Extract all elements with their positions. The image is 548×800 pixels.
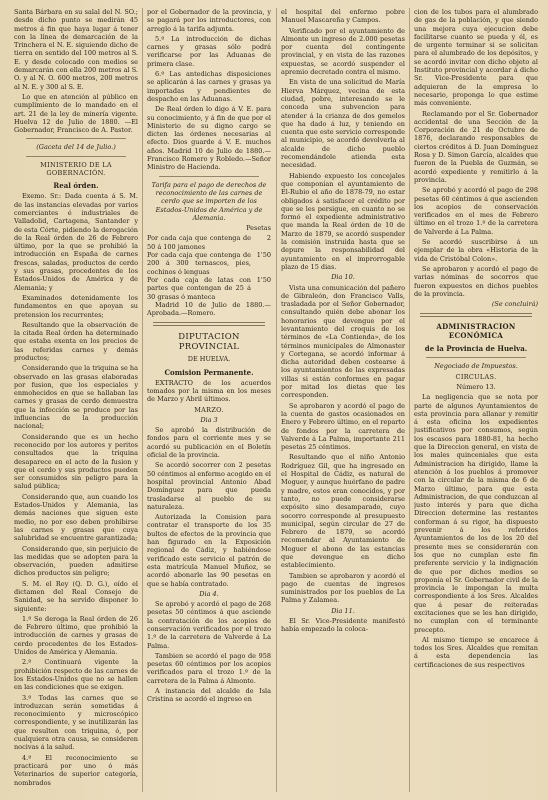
paragraph: En vista de una solicitud de María Hierva Márquez, vecina de esta ciudad, pobre, interesando se le conceda una subvencion para atender á la crianza de dos gemelos que ha dado á luz, y teniendo en cuenta que este servicio corresponde al municipio, se acordó devolverla al alcalde de dicho pueblo recomendándole atienda esta necesidad. xyxy=(281,78,405,170)
paragraph: por el Gobernador de la provincia, y se pagará por los introductores, con arreglo á la tarifa adjunta. xyxy=(147,8,271,33)
dia-heading: Dia 10. xyxy=(331,273,355,282)
dia-heading: Dia 4. xyxy=(199,589,219,598)
gaceta-reference: (Gaceta del 14 de Julio.) xyxy=(36,143,116,152)
separator xyxy=(426,357,526,358)
paragraph: Resultando que la observación de la citada Real órden ha determinado que estaba exenta en los precios de las referidas carnes y demás productos; xyxy=(14,320,138,362)
paragraph: 5.º La introducción de dichas carnes y grasas sólo podrá verificarse por las Aduanas de primera clase. xyxy=(147,34,271,68)
paragraph: Resultando que el niño Antonio Rodríguez Gil, que ha ingresado en el Hospital de Cádiz, es natural de Moguer, y aunque huérfano de padre y madre, estos eran conocidos, y por tanto, no puede considerarse expósito sino desamparado, cuyo socorro corresponde al presupuesto municipal, según circular de 27 de Febrero de 1879, se acordó recomendar al Ayuntamiento de Moguer el abono de las estancias que devengue en dicho establecimiento. xyxy=(281,453,405,570)
paragraph: EXTRACTO de los acuerdos tomados por la misma en los meses de Marzo y Abril últimos. xyxy=(147,378,271,404)
paragraph: Lo que en atención al público en cumplimiento de lo mandado en el art. 21 de la ley de minería vigente. Huelva 12 de Julio de 1880. —El Gobernador, Francisco de A. Pastor. xyxy=(14,92,138,135)
admin-heading: ADMINISTRACION ECONÓMICA xyxy=(436,322,516,341)
paragraph: el hospital del enfermo pobre Manuel Mascareña y Campos. xyxy=(281,8,405,25)
dia-heading: Dia 11. xyxy=(331,606,355,615)
admin-subheading: de la Provincia de Huelva. xyxy=(424,344,528,354)
numero-heading: Número 13. xyxy=(456,382,496,391)
paragraph: Considerando que, sin perjuicio de las medidas que se adopten para la observación, pueden admitirse dichos productos sin peligro; xyxy=(14,544,138,578)
paragraph: Madrid 10 de Julio de 1880.—Aprobada.—Romero. xyxy=(147,300,271,318)
paragraph: Tambien se acordó el pago de 958 pesetas 60 céntimos por los acopios verificados para el trozo 1.º de la carretera de la Palma á Almonte. xyxy=(147,651,271,685)
ministry-heading: MINISTERIO DE LA GOBERNACIÓN. xyxy=(40,160,112,178)
paragraph: Considerando que, aun cuando los Estados-Unidos y Alemania, las demás naciones que siguen este medio, no por eso deben prohibirse las carnes y grasas que cuya salubridad se encuentre garantizada; xyxy=(14,492,138,543)
tarifa-value: 1'50 xyxy=(256,251,271,260)
column-3 xyxy=(281,8,405,792)
paragraph: De Real órden lo digo á V. E. para su conocimiento, y á fin de que por el Ministerio de su digno cargo se dicten las órdenes necesarias al efecto. Dios guarde á V. E. muchos años. Madrid 10 de Julio de 1880.—Francisco Romero y Robledo.—Señor Ministro de Hacienda. xyxy=(147,105,271,172)
paragraph: 3.º Todas las carnes que se introduzcan serán sometidas á reconocimiento y microscópico correspondiente, y se inutilizarán las que resulten con triquina, ó, por cualquiera otra causa, se consideren nocivas á la salud. xyxy=(14,693,138,752)
marzo-heading: MARZO. xyxy=(194,405,224,414)
paragraph: Se acordó suscribirse á un ejemplar de la obra «Historia de la vida de Cristóbal Colon». xyxy=(414,238,538,263)
column-1 xyxy=(14,8,138,792)
tarifa-value: 2 xyxy=(266,234,271,243)
tarifa-label: Por cada caja que contenga de 50 á 100 jamones xyxy=(147,234,251,251)
paragraph: Se aprobó la distribución de fondos para el corriente mes y se acordó su publicación en el Boletín oficial de la provincia. xyxy=(147,426,271,460)
paragraph: cion de los tubos para el alumbrado de gas de la población, y que siendo una mejora cuya ejecucion debe facilitarse cuanto se pueda y él, es de urgente terminar si se solicitan para el alumbrado de los depósitos, y se acordó invitar con dicho objeto al Instituto provincial y acordar á dicho Sr. Vice-Presidente para que adquieran de la empresa lo necesario, proponga lo que estime más conveniente. xyxy=(414,8,538,108)
paragraph: Se aprobó y acordó el pago de 298 pesetas 60 céntimos á que ascienden los acopios de conservación verificados en el mes de Febrero último en el trozo 1.º de la carretera de Valverde á La Palma. xyxy=(414,186,538,236)
de-huelva-heading: DE HUELVA. xyxy=(187,355,231,364)
paragraph: Autorizada la Comision para contratar el transporte de los 35 bultos de efectos de la provincia que han figurado en la Exposición regional de Cádiz, y habiéndose verificado este servicio el patrón de esta matrícula Manuel Muñoz, se acordó abonarle las 90 pesetas en que se había contratado. xyxy=(147,513,271,588)
paragraph: Reclamando por el Sr. Gobernador accidental de una Sección de la Corporación de 21 de Octubre de 1876, declarando responsables de ciertos créditos á D. Juan Domínguez Rosa y D. Simon García, alcaldes que fueron de la Puebla de Guzmán, se acordó expediente y remitirlo á la provincia. xyxy=(414,109,538,184)
paragraph: Se aprobaron y acordó el pago de varias nóminas de socorros que fueron expuestos en dichos pueblos de la provincia. xyxy=(414,264,538,298)
separator xyxy=(26,138,126,139)
column-2 xyxy=(147,8,271,792)
dia-heading: Dia 3 xyxy=(200,415,218,424)
column-rule xyxy=(142,8,143,792)
double-rule xyxy=(420,313,532,317)
diputacion-heading: DIPUTACION PROVINCIAL xyxy=(178,332,240,353)
paragraph: Tambien se aprobaron y acordó el pago de cuentas de ingresos suministrados por los pueblos de La Palma y Zalamea. xyxy=(281,571,405,605)
tarifa-unit: Pesetas xyxy=(246,224,271,233)
circulas-heading: CIRCULAS. xyxy=(455,372,497,381)
double-rule xyxy=(153,322,265,326)
paragraph: A instancia del alcalde de Isla Cristina se acordó el ingreso en xyxy=(147,687,271,704)
paragraph: 6.º Las antedichas disposiciones se aplicarán á las carnes y grasas ya importadas y pendientes de despacho en las Aduanas. xyxy=(147,70,271,103)
column-rule xyxy=(409,8,410,792)
paragraph: Se aprobaron y acordó el pago de la cuenta de gastos ocasionados en Enero y Febrero último, en el reparto de fondos por la carretera de Valverde á La Palma, importante 211 pesetas 25 céntimos. xyxy=(281,401,405,452)
tarifa-title: Tarifa para el pago de derechos de reconocimiento de las carnes de cerdo que se importen de los Estados-Unidos de América y de Alemania. xyxy=(151,180,267,222)
paragraph: La negligencia que se nota por parte de algunos Ayuntamientos de esta provincia para allanar y remitir á esta oficina los expedientes justificativos por consumos, según los escasos para 1880-81, ha hecho que la Direccion general, en vista de los males quinceniales que esta Administracion ha dirigido, llame la atención á los pueblos á promover con la circular de la misma de 6 de Marzo último, para que esta Administracion, de que conduzcan al justo interés y para que dicha Direccion determine las restantes conforman á su rigor, ha dispuesto prevenir á los referidos Ayuntamientos de los de los 20 del presente mes se considerarán con los que no cumplan este fin preferente servicio y la indignación de que por dichos medios se proponía el Sr. Gobernador civil de la provincia le impongan la multa correspondiente á los Sres. Alcaldes que á pesar de reiteradas excitaciones que se les han dirigido, no cumplan con el terminante precepto. xyxy=(414,393,538,634)
paragraph: 1.º Se deroga la Real órden de 26 de Febrero último, que prohibió la introducción de carnes y grasas de cerdo procedentes de los Estados-Unidos de América y Alemania. xyxy=(14,614,138,657)
paragraph: Al mismo tiempo se encarece á todos los Sres. Alcaldes que remitan á esta dependencia las certificaciones de sus respectivos xyxy=(414,635,538,669)
paragraph: S. M. el Rey (Q. D. G.), oído el dictamen del Real Consejo de Sanidad, se ha servido disponer lo siguiente: xyxy=(14,579,138,613)
column-4 xyxy=(414,8,538,792)
comision-heading: Comision Permanente. xyxy=(164,367,254,377)
paragraph: Considerando que es un hecho reconocido por los autores y peritos consultados que la triquina desaparece en el acto de la fusion y que el cerdo y sus productos pueden ser consumidos sin peligro para la salud pública; xyxy=(14,432,138,491)
continuation-note: (Se concluirá) xyxy=(491,300,538,309)
paragraph: Habiendo expuesto los concejales que componían el ayuntamiento de El-Rubio el año de 1878-79, no estar obligados á satisfacer el crédito por que se les persigue, en cuanto no se formó el expediente administrativo que manda la Real órden de 10 de Marzo de 1879, se acordó suspender la comisión instruida hasta que se depure la responsabilidad del ayuntamiento en el improrrogable plazo de 15 dias. xyxy=(281,171,405,271)
paragraph: Santa Bárbara en su salal del N. SO.; desde dicho punto se medirán 45 metros á fin que haya lugar á tener con la línea de demarcación de la Trinchera el N. E. siguiendo dicho de tierra en sentido del 100 metros al S. E. y desde colocado con medios se demarcarán con ella 200 metros al S. O. y al N. O. 600 metros, 200 metros al N. E. y 300 al S. E. xyxy=(14,8,138,91)
tarifa-label: Por cada caja que contenga de 200 á 300 ternascos, pies, cochinos ó lenguas xyxy=(147,251,251,276)
paragraph: 2.º Continuará vigente la prohibición respecto de las carnes de los Estados-Unidos que no se hallen en las condiciones que se exigen. xyxy=(14,658,138,692)
paragraph: Considerando que la triquina se ha observado en las grasas elaboradas por fusion, que los especiales y enmohecidos en que se hallaban las carnes y grasas de cerdo demuestra que la infección se produce por las influencias de la producción nacional; xyxy=(14,364,138,431)
separator xyxy=(159,176,259,177)
paragraph: El Sr. Vice-Presidente manifestó había empezado la coloca- xyxy=(281,617,405,634)
negociado-heading: Negociado de Impuestos. xyxy=(434,362,518,371)
paragraph: Verificado por el ayuntamiento de Almonte un ingreso de 2.000 pesetas por cuenta del contingente provincial, y en vista de las razones expuestas, se acordó suspender el apremio decretado contra el mismo. xyxy=(281,26,405,77)
tarifa-row xyxy=(147,234,271,251)
column-rule xyxy=(276,8,277,792)
tarifa-row xyxy=(147,251,271,276)
paragraph: 4.º El reconocimiento se practicará por uno ó más Veterinarios de superior categoría, nombrados xyxy=(14,753,138,787)
tarifa-value: 1'50 xyxy=(256,275,271,284)
paragraph: Vista una comunicación del pañero de Gibraleón, don Francisco Valls, trasladada por el Señor Gobernador, consultando quién debe abonar los honorarios que devengue por el levantamiento del croquis de los términos de «La Contienda», de los términos municipales de Almonaster y Cortegana, se acordó informar á dicha autoridad deben costearse á los ayuntamientos de las expresadas villas si están conformes en pagar por mitad los dietas que les corresponden. xyxy=(281,283,405,400)
separator xyxy=(26,156,126,157)
paragraph: Examinados detenidamente los fundamentos en que apoyan su pretension los recurrentes; xyxy=(14,293,138,319)
tarifa-row xyxy=(147,276,271,301)
paragraph: Exemo. Sr.: Dada cuenta á S. M. de las instancias elevadas por varios comerciantes é industriales de Valladolid, Cartagena, Santander y de esta Córte, pidiendo la derogación de la Real órden de 26 de Febrero último, por la que se prohibió la introducción en España de carnes frescas, saladas, productos de cerdo y sus grasas, procedentes de los Estados-Unidos de América y de Alemania; y xyxy=(14,192,138,292)
paragraph: Se acordó socorrer con 2 pesetas 50 céntimos al enfermo acogido en el hospital provincial Antonio Abad Domínguez para que pueda trasladarse al pueblo de su naturaleza. xyxy=(147,461,271,511)
real-orden-heading: Real órden. xyxy=(53,181,99,191)
tarifa-label: Por cada caja de latas con partes que contengan de 25 á 30 grasas ó manteca xyxy=(147,275,251,301)
paragraph: Se aprobó y acordó el pago de 268 pesetas 50 céntimos á que asciende la contratación de los acopios de conservación verificados por el trozo 1.º de la carretera de Valverde á La Palma. xyxy=(147,600,271,650)
